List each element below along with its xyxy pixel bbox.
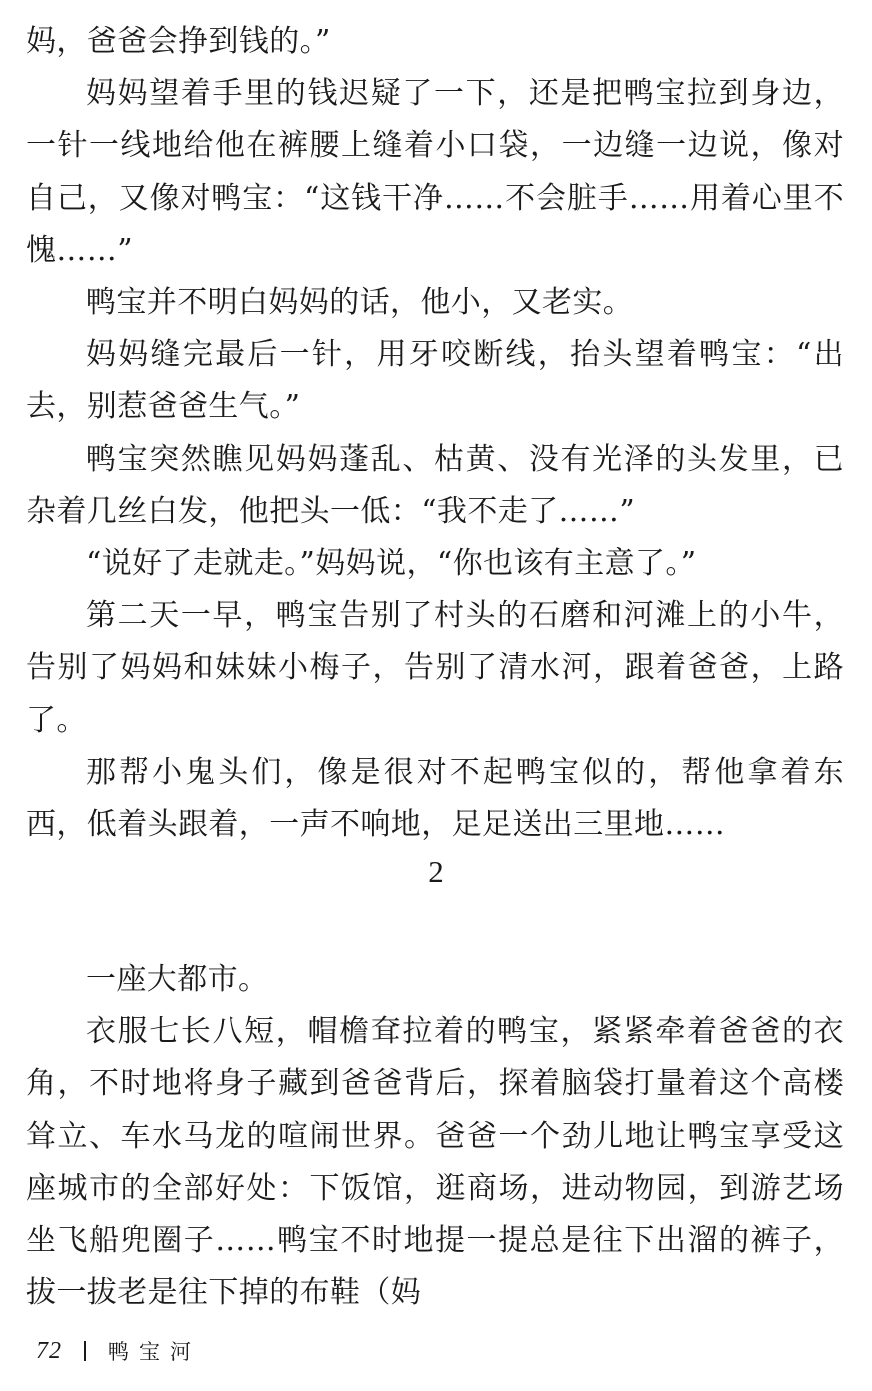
paragraph: 妈妈望着手里的钱迟疑了一下，还是把鸭宝拉到身边，一针一线地给他在裤腰上缝着小口袋，一边缝一边说，像对自己，又像对鸭宝：“这钱干净……不会脏手……用着心里不愧……”: [26, 76, 844, 268]
paragraph: 鸭宝并不明白妈妈的话，他小，又老实。: [86, 285, 634, 321]
section-number: 2: [428, 854, 444, 889]
page-footer: [36, 1333, 201, 1369]
page-number: 72: [36, 1337, 62, 1364]
paragraph: 第二天一早，鸭宝告别了村头的石磨和河滩上的小牛，告别了妈妈和妹妹小梅子，告别了清水河，跟着爸爸，上路了。: [26, 598, 844, 738]
paragraph: 妈妈缝完最后一针，用牙咬断线，抬头望着鸭宝：“出去，别惹爸爸生气。”: [26, 337, 844, 425]
paragraph: 鸭宝突然瞧见妈妈蓬乱、枯黄、没有光泽的头发里，已杂着几丝白发，他把头一低：“我不走了……”: [26, 441, 844, 529]
section-one-text: [26, 16, 844, 851]
footer-divider: [84, 1341, 86, 1361]
running-book-title: 鸭宝河: [108, 1340, 201, 1364]
paragraph: 衣服七长八短，帽檐耷拉着的鸭宝，紧紧牵着爸爸的衣角，不时地将身子藏到爸爸背后，探着脑袋打量着这个高楼耸立、车水马龙的喧闹世界。爸爸一个劲儿地让鸭宝享受这座城市的全部好处：下饭馆，逛商场，进动物园，到游艺场坐飞船兜圈子……鸭宝不时地提一提总是往下出溜的裤子，拔一拔老是往下掉的布鞋（妈: [26, 1014, 844, 1311]
paragraph: 一座大都市。: [86, 962, 269, 997]
paragraph: 那帮小鬼头们，像是很对不起鸭宝似的，帮他拿着东西，低着头跟着，一声不响地，足足送出三里地……: [26, 754, 844, 843]
section-two-text: [26, 954, 844, 1319]
paragraph: 妈，爸爸会挣到钱的。”: [26, 24, 331, 59]
paragraph: “说好了走就走。”妈妈说，“你也该有主意了。”: [86, 546, 697, 582]
